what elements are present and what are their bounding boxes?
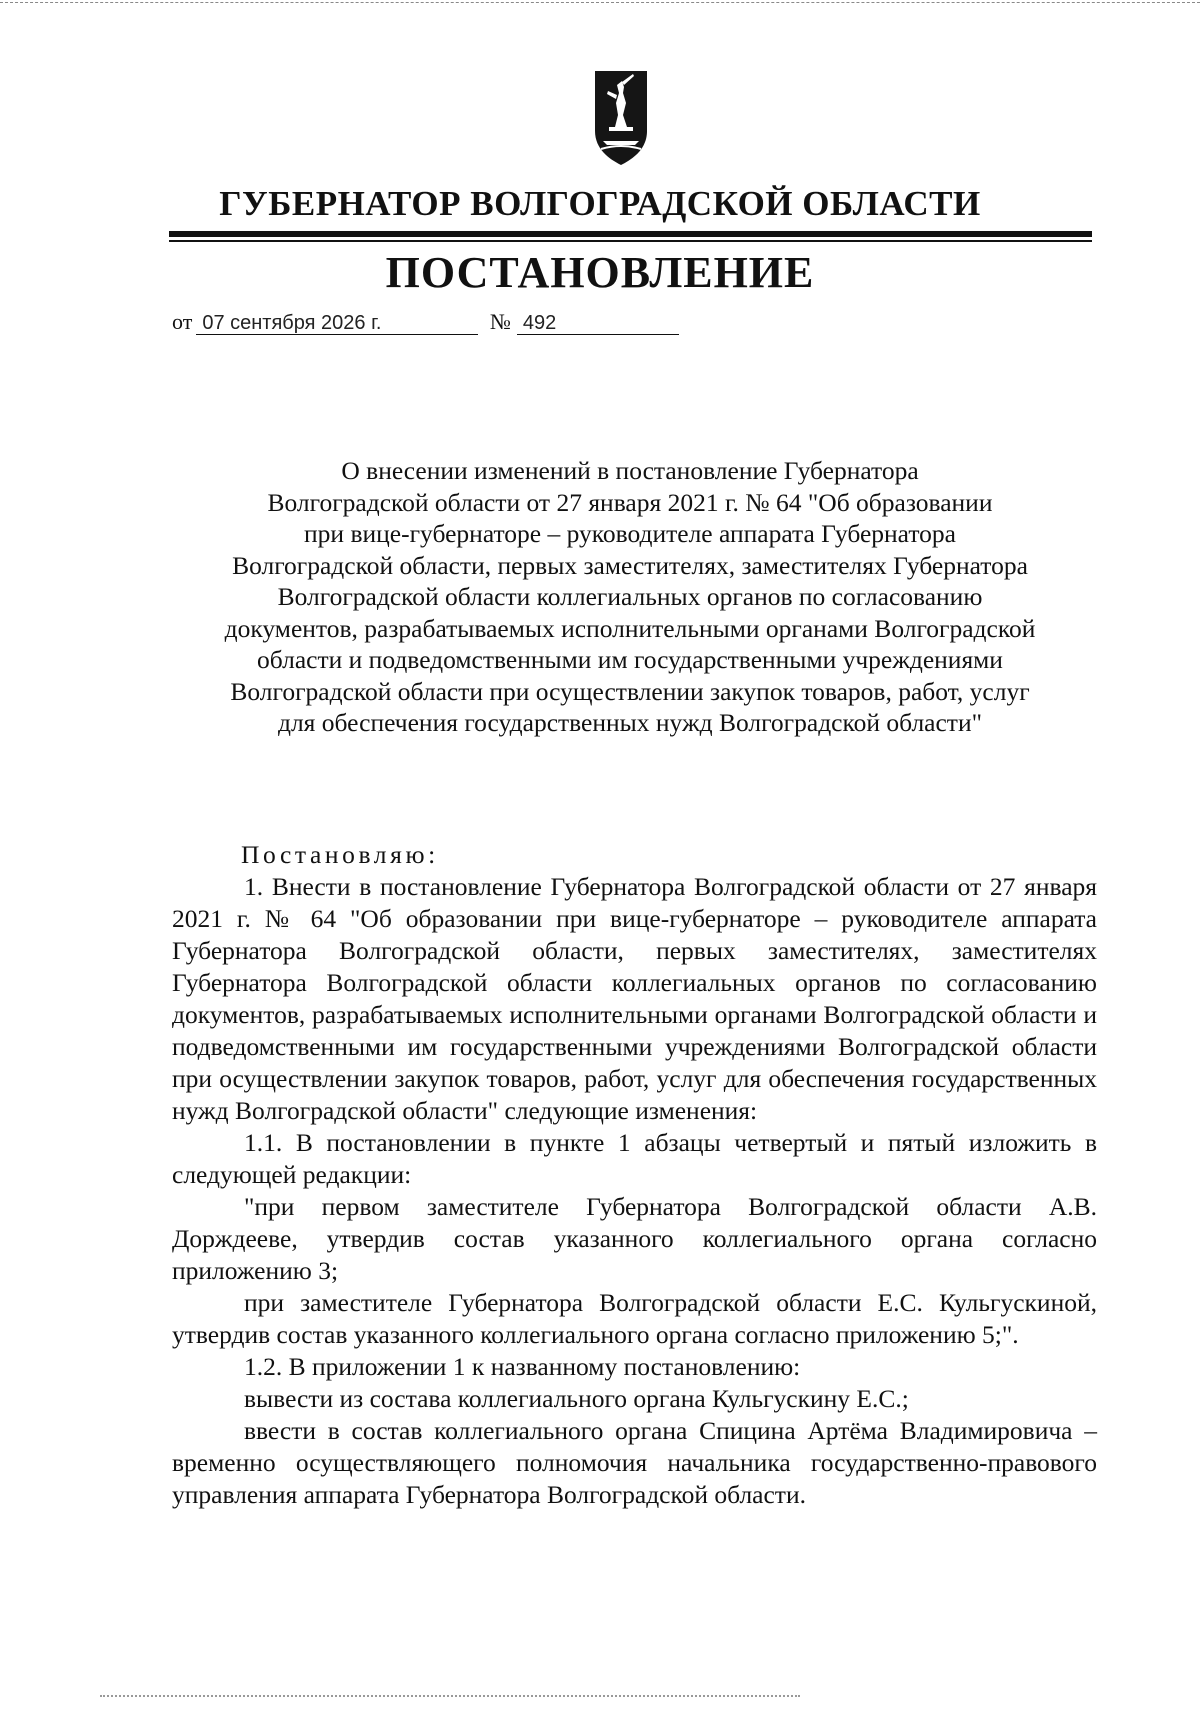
subject-line: области и подведомственными им государственными учреждениями bbox=[257, 645, 1003, 674]
subject-line: Волгоградской области, первых заместителях, заместителях Губернатора bbox=[232, 550, 1028, 580]
governor-title: ГУБЕРНАТОР ВОЛГОГРАДСКОЙ ОБЛАСТИ bbox=[219, 184, 981, 223]
scan-bottom-marks bbox=[100, 1695, 800, 1701]
subject-line: документов, разрабатываемых исполнительными органами Волгоградской bbox=[224, 613, 1036, 643]
header-rule-thick bbox=[169, 231, 1092, 237]
subject-line: Волгоградской области коллегиальных органов по согласованию bbox=[277, 582, 983, 611]
document-date: 07 сентября 2026 г. bbox=[196, 312, 478, 335]
number-prefix: № bbox=[489, 309, 511, 334]
document-subject bbox=[160, 455, 1100, 739]
subject-line: для обеспечения государственных нужд Волгоградской области" bbox=[277, 708, 982, 737]
subject-line: О внесении изменений в постановление Губернатора bbox=[341, 456, 919, 485]
volgograd-emblem-icon bbox=[593, 69, 649, 167]
registration-line bbox=[172, 309, 679, 335]
paragraph-quoted-first-deputy: "при первом заместителе Губернатора Волгоградской области А.В. Дорждееве, утвердив состав указанного коллегиального органа согласно приложению 3; bbox=[172, 1192, 1097, 1285]
header-rule-thin bbox=[169, 240, 1092, 242]
document-type-title: ПОСТАНОВЛЕНИЕ bbox=[385, 248, 815, 297]
paragraph-remove-member: вывести из состава коллегиального органа Кульгускину Е.С.; bbox=[244, 1384, 909, 1413]
subject-line: Волгоградской области при осуществлении закупок товаров, работ, услуг bbox=[230, 676, 1030, 706]
document-body bbox=[172, 839, 1097, 1511]
date-prefix: от bbox=[172, 309, 193, 334]
paragraph-item-1-2: 1.2. В приложении 1 к названному постановлению: bbox=[244, 1352, 801, 1381]
document-number: 492 bbox=[517, 312, 679, 335]
subject-line: Волгоградской области от 27 января 2021 г. № 64 "Об образовании bbox=[267, 487, 993, 517]
paragraph-quoted-deputy: при заместителе Губернатора Волгоградской области Е.С. Кульгускиной, утвердив состав указанного коллегиального органа согласно приложению 5;". bbox=[172, 1288, 1097, 1349]
paragraph-add-member: ввести в состав коллегиального органа Спицина Артёма Владимировича – временно осуществляющего полномочия начальника государственно-правового управления аппарата Губернатора Волгоградской области. bbox=[172, 1416, 1097, 1509]
paragraph-item-1: 1. Внести в постановление Губернатора Волгоградской области от 27 января 2021 г. № 64 "Об образовании при вице-губернаторе – руководителе аппарата Губернатора Волгоградской области, первых заместителях, заместителях Губернатора Волгоградской области коллегиальных органов по согласованию документов, разрабатываемых исполнительными органами Волгоградской области и подведомственными им государственными учреждениями Волгоградской области при осуществлении закупок товаров, работ, услуг для обеспечения государственных нужд Волгоградской области" следующие изменения: bbox=[172, 872, 1097, 1125]
resolve-word: Постановляю: bbox=[241, 840, 439, 869]
paragraph-item-1-1: 1.1. В постановлении в пункте 1 абзацы четвертый и пятый изложить в следующей редакции: bbox=[172, 1128, 1097, 1189]
scan-top-edge bbox=[0, 2, 1200, 3]
subject-line: при вице-губернаторе – руководителе аппарата Губернатора bbox=[304, 519, 956, 548]
